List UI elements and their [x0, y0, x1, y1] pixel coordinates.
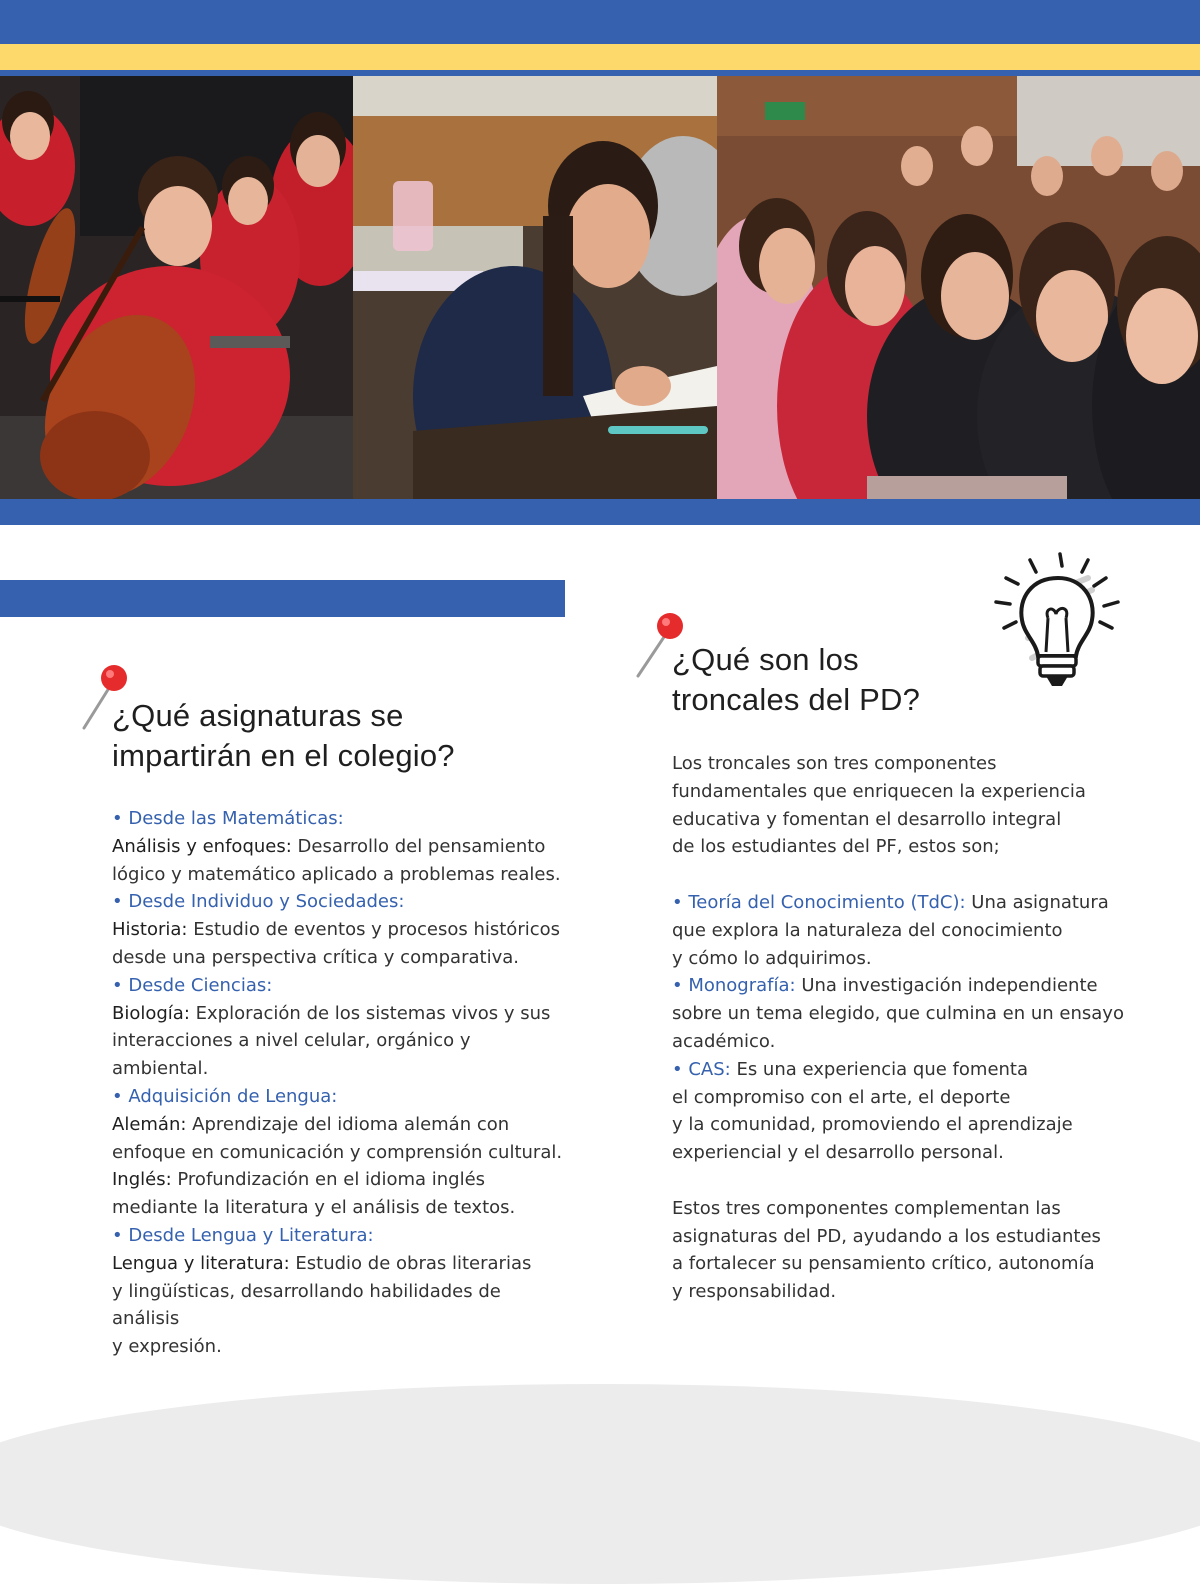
subject-heading-language-acquisition: • Adquisición de Lengua: — [112, 1085, 338, 1107]
subject-heading-math: • Desde las Matemáticas: — [112, 808, 344, 829]
subject-item — [112, 916, 572, 944]
spacer — [672, 1167, 1142, 1195]
spacer — [672, 861, 1142, 889]
component-desc: Es una experiencia que fomenta — [730, 1058, 1029, 1080]
subject-desc: desde una perspectiva crítica y comparativa. — [112, 946, 519, 968]
component-desc: que explora la naturaleza del conocimiento — [672, 919, 1063, 941]
subjects-list — [112, 805, 572, 1361]
component-desc: el compromiso con el arte, el deporte — [672, 1086, 1011, 1108]
subject-term: Biología: — [112, 1002, 190, 1024]
subject-term: Historia: — [112, 919, 188, 941]
right-title-line-1: ¿Qué son los — [672, 642, 859, 677]
subject-item — [112, 833, 572, 861]
component-cas — [672, 1056, 1142, 1084]
intro-line: de los estudiantes del PF, estos son; — [672, 836, 1000, 858]
lightbulb-icon — [988, 548, 1128, 696]
subject-term: Lengua y literatura: — [112, 1252, 290, 1274]
subject-item — [112, 1000, 572, 1028]
subject-item — [112, 1111, 572, 1139]
component-term: • Teoría del Conocimiento (TdC): — [672, 891, 966, 913]
subject-heading-sciences: • Desde Ciencias: — [112, 974, 273, 996]
subject-desc: enfoque en comunicación y comprensión cultural. — [112, 1141, 563, 1163]
subject-term: Inglés: — [112, 1169, 172, 1191]
subject-desc: Profundización en el idioma inglés — [171, 1169, 486, 1191]
subject-desc: lógico y matemático aplicado a problemas reales. — [112, 863, 561, 885]
closing-line: a fortalecer su pensamiento crítico, autonomía — [672, 1253, 1095, 1275]
component-desc: y cómo lo adquirimos. — [672, 947, 872, 969]
subject-desc: y lingüísticas, desarrollando habilidades de análisis — [112, 1280, 501, 1330]
subject-heading-societies: • Desde Individuo y Sociedades: — [112, 891, 405, 913]
component-term: • Monografía: — [672, 975, 796, 997]
photo-bottom-blue-band — [0, 499, 1200, 525]
subject-desc: mediante la literatura y el análisis de textos. — [112, 1197, 516, 1219]
subject-desc: Aprendizaje del idioma alemán con — [186, 1113, 510, 1135]
subject-desc: Estudio de eventos y procesos históricos — [187, 919, 561, 941]
component-monografia — [672, 972, 1142, 1000]
top-yellow-band — [0, 44, 1200, 70]
intro-line: educativa y fomentan el desarrollo integral — [672, 808, 1062, 830]
right-title-line-2: troncales del PD? — [672, 682, 921, 717]
bottom-decorative-arc — [0, 1384, 1200, 1584]
left-section-bar — [0, 580, 565, 617]
photo-students-audience — [717, 76, 1200, 499]
subject-heading-literature: • Desde Lengua y Literatura: — [112, 1224, 374, 1246]
intro-line: fundamentales que enriquecen la experiencia — [672, 780, 1086, 802]
top-blue-band — [0, 0, 1200, 44]
component-desc: Una asignatura — [965, 891, 1109, 913]
subject-item — [112, 1166, 572, 1194]
photo-orchestra-cello — [0, 76, 353, 499]
closing-line: Estos tres componentes complementan las — [672, 1197, 1061, 1219]
left-title-line-1: ¿Qué asignaturas se — [112, 698, 404, 733]
component-desc: sobre un tema elegido, que culmina en un ensayo — [672, 1003, 1124, 1025]
component-desc: y la comunidad, promoviendo el aprendizaje — [672, 1114, 1073, 1136]
subject-desc: interacciones a nivel celular, orgánico y ambiental. — [112, 1030, 471, 1080]
subject-desc: Exploración de los sistemas vivos y sus — [189, 1002, 551, 1024]
component-desc: Una investigación independiente — [795, 975, 1098, 997]
component-desc: académico. — [672, 1030, 776, 1052]
intro-line: Los troncales son tres componentes — [672, 753, 997, 774]
subject-desc: Estudio de obras literarias — [289, 1252, 532, 1274]
subject-term: Análisis y enfoques: — [112, 835, 292, 857]
component-desc: experiencial y el desarrollo personal. — [672, 1142, 1004, 1164]
right-section-title — [672, 640, 992, 720]
subject-term: Alemán: — [112, 1113, 187, 1135]
photo-student-writing — [353, 76, 717, 499]
component-term: • CAS: — [672, 1058, 731, 1080]
subject-desc: Desarrollo del pensamiento — [291, 835, 546, 857]
closing-line: asignaturas del PD, ayudando a los estudiantes — [672, 1225, 1101, 1247]
closing-line: y responsabilidad. — [672, 1281, 837, 1303]
subject-desc: y expresión. — [112, 1336, 222, 1358]
component-tok — [672, 889, 1142, 917]
left-title-line-2: impartirán en el colegio? — [112, 738, 455, 773]
core-components-text — [672, 750, 1142, 1306]
subject-item — [112, 1250, 572, 1278]
left-section-title — [112, 696, 572, 776]
